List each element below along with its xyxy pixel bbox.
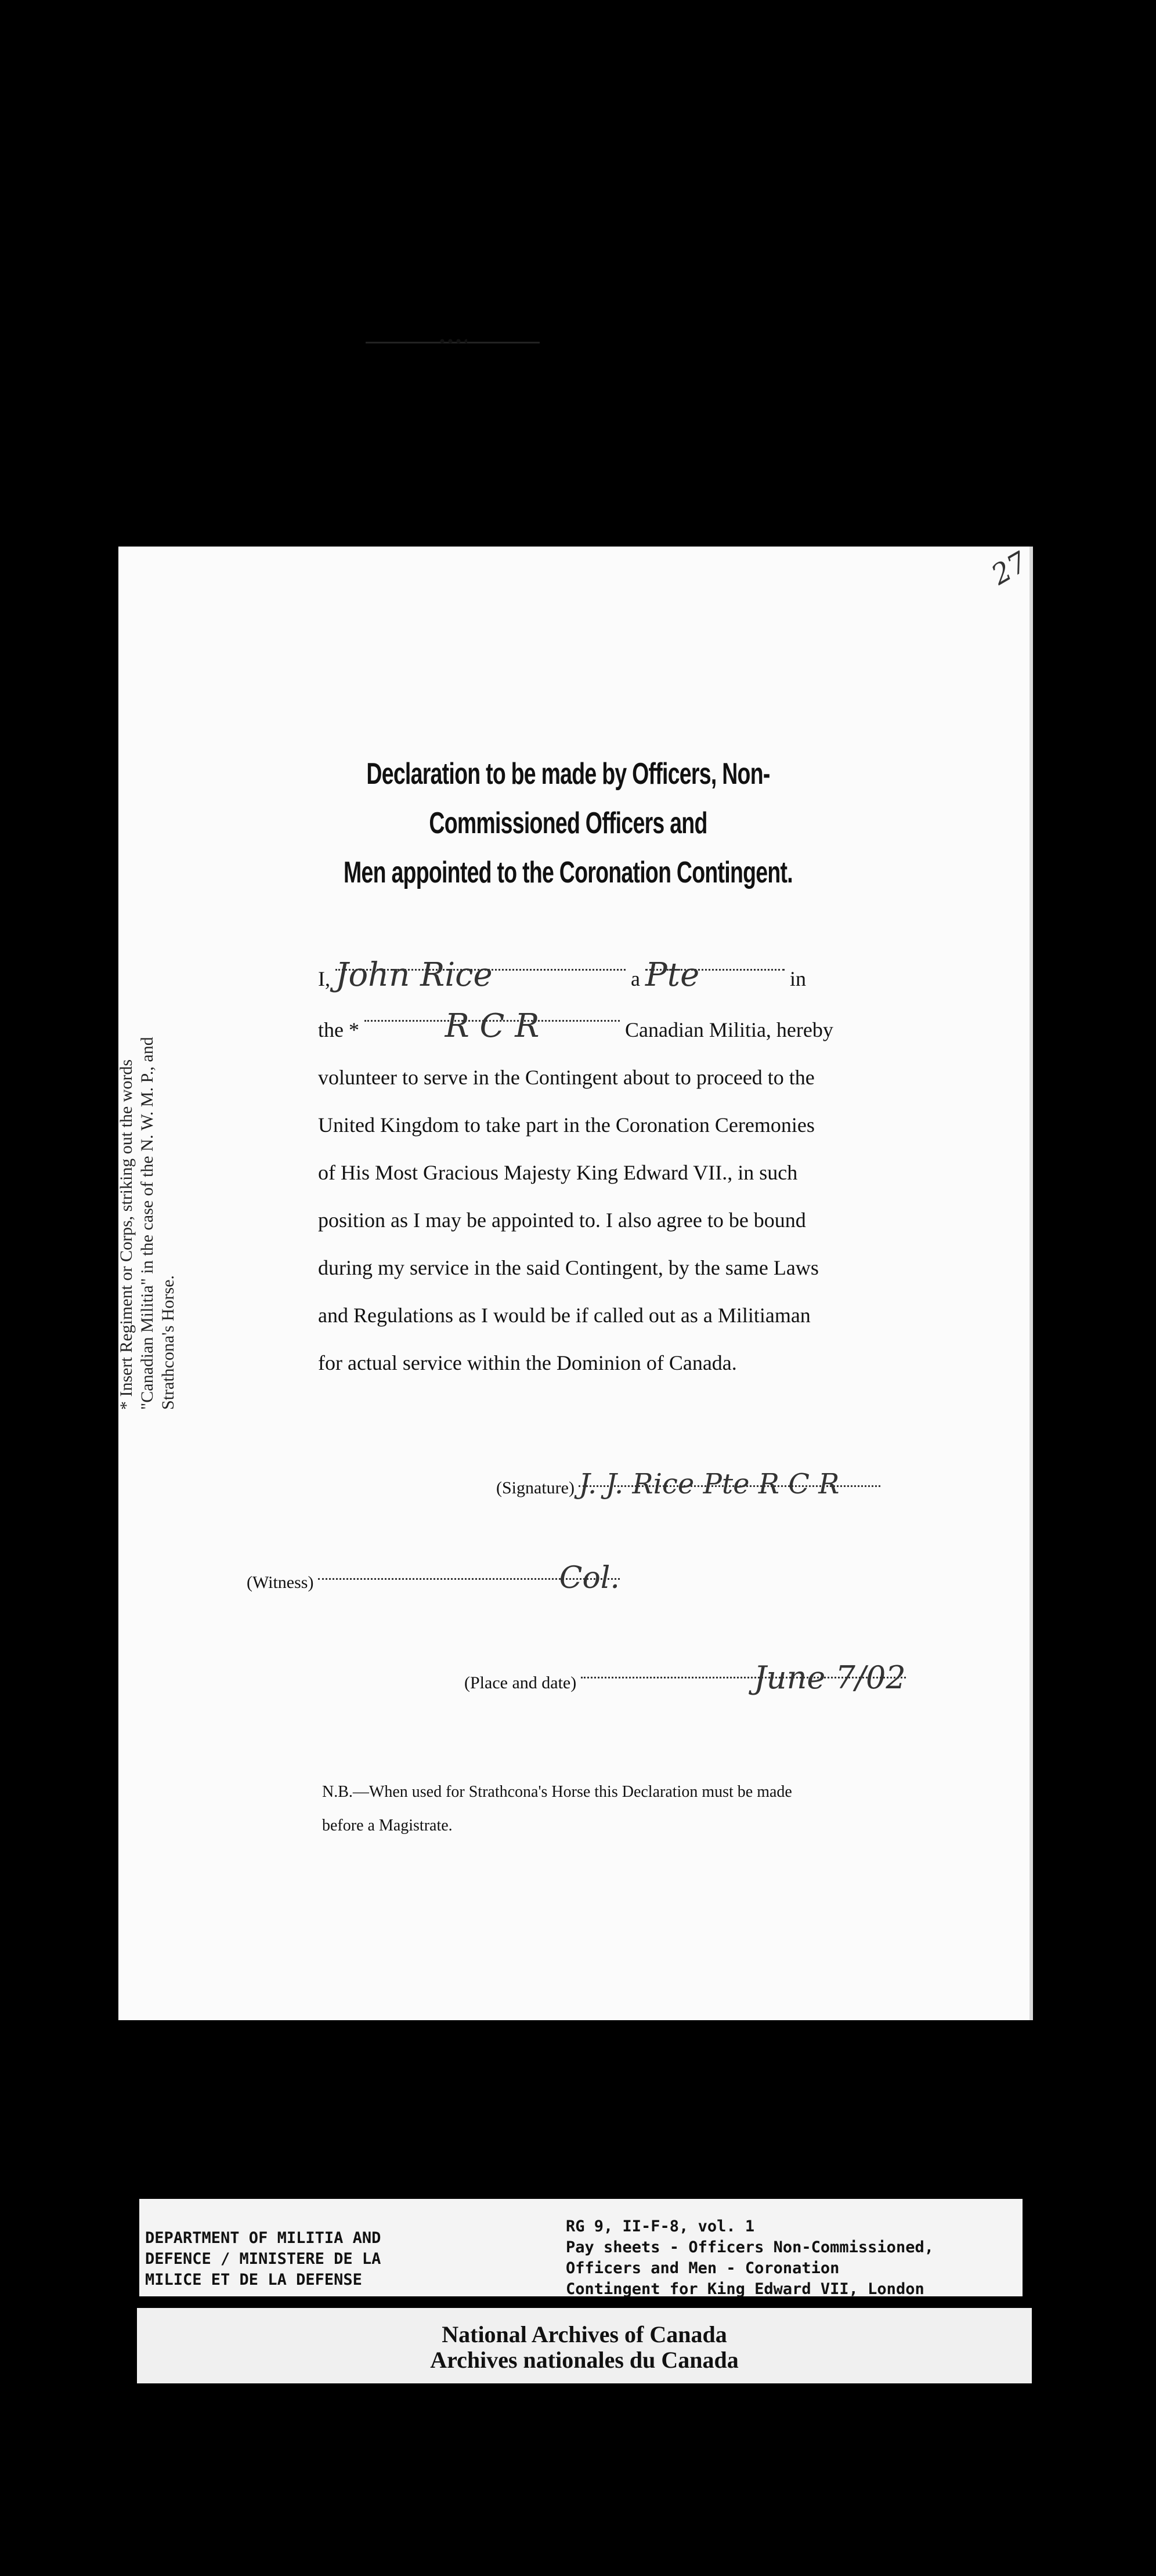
title-line-2: Men appointed to the Coronation Contingent. [344, 856, 793, 889]
witness-value: Col. [318, 1561, 620, 1580]
footnote-line-2: "Canadian Militia" in the case of the N. W. M. P., and [138, 1037, 157, 1410]
i-label: I, [318, 967, 330, 990]
title-divider [366, 342, 540, 346]
the-label: the * [318, 1018, 359, 1041]
rank-value: Pte [645, 951, 785, 971]
margin-footnote [116, 946, 179, 1410]
nb-note [322, 1775, 873, 1843]
para-line-2: United Kingdom to take part in the Coronation Ceremonies [318, 1113, 815, 1137]
catalog-dept-line-2: DEFENCE / MINISTERE DE LA [145, 2250, 381, 2268]
signature-value: J. J. Rice Pte R C R [579, 1468, 880, 1487]
archives-english: National Archives of Canada [442, 2321, 727, 2347]
place-date-label: (Place and date) [464, 1673, 577, 1692]
catalog-ref-line-3: Officers and Men - Coronation [566, 2259, 840, 2277]
place-date-row [464, 1659, 906, 1696]
nb-line-2: before a Magistrate. [322, 1817, 453, 1835]
volunteer-name: John Rice [335, 951, 626, 971]
in-label: in [789, 967, 806, 990]
catalog-reference [566, 2216, 1018, 2300]
para-line-6: and Regulations as I would be if called out as a Militiaman [318, 1304, 811, 1327]
catalog-ref-line-1: RG 9, II-F-8, vol. 1 [566, 2217, 755, 2235]
archives-banner [137, 2308, 1032, 2383]
witness-row [247, 1561, 620, 1593]
place-date-value: June 7/02 [581, 1659, 906, 1678]
militia-text: Canadian Militia, hereby [624, 1018, 833, 1041]
page-number: 27 [986, 545, 1033, 592]
footnote-line-3: Strathcona's Horse. [158, 1275, 178, 1410]
para-line-4: position as I may be appointed to. I also agree to be bound [318, 1209, 806, 1232]
para-line-7: for actual service within the Dominion of Canada. [318, 1351, 737, 1374]
catalog-ref-line-2: Pay sheets - Officers Non-Commissioned, [566, 2238, 934, 2256]
catalog-label [139, 2199, 1023, 2296]
witness-label: (Witness) [247, 1573, 314, 1592]
catalog-dept-line-1: DEPARTMENT OF MILITIA AND [145, 2229, 381, 2247]
nb-line-1: N.B.—When used for Strathcona's Horse this Declaration must be made [322, 1783, 792, 1801]
form-line-1 [318, 951, 864, 1003]
catalog-ref-line-4: Contingent for King Edward VII, London [566, 2280, 924, 2298]
catalog-department [145, 2228, 470, 2291]
archives-french: Archives nationales du Canada [430, 2347, 739, 2373]
declaration-form [318, 951, 864, 1387]
catalog-dept-line-3: MILICE ET DE LA DEFENSE [145, 2271, 362, 2289]
signature-row [496, 1468, 880, 1498]
para-line-5: during my service in the said Contingent, by the same Laws [318, 1256, 819, 1279]
document-title [307, 750, 829, 898]
form-line-2 [318, 1003, 864, 1054]
signature-label: (Signature) [496, 1478, 575, 1497]
para-line-3: of His Most Gracious Majesty King Edward VII., in such [318, 1161, 798, 1184]
footnote-line-1: * Insert Regiment or Corps, striking out the words [117, 1059, 136, 1410]
title-line-1: Declaration to be made by Officers, Non-Commissioned Officers and [366, 757, 770, 840]
a-label: a [631, 967, 640, 990]
para-line-1: volunteer to serve in the Contingent about to proceed to the [318, 1066, 815, 1089]
corps-value: R C R [364, 1003, 620, 1022]
